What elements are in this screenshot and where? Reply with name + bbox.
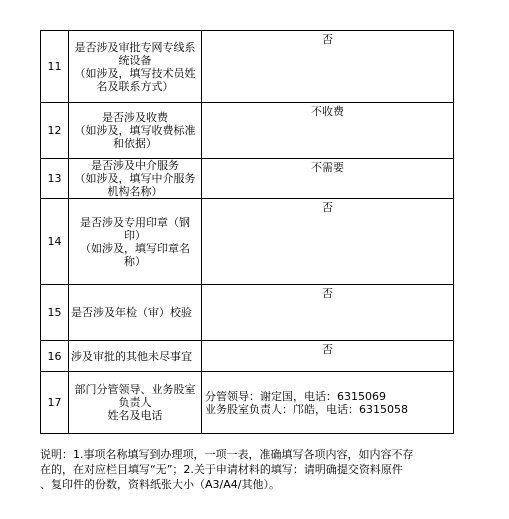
item-label [69, 372, 202, 434]
item-label-line: 统设备 [118, 53, 152, 67]
item-label-line: 负责人 [118, 396, 152, 409]
item-label [69, 341, 202, 372]
item-value [202, 103, 454, 159]
item-value-text: 不需要 [311, 161, 344, 174]
note-line: 、复印件的份数，资料纸张大小（A3/A4/其他）。 [40, 478, 280, 491]
table-row [41, 31, 454, 103]
item-label-line: 是否涉及专用印章（钢 [80, 215, 190, 229]
item-label-line: 和依据） [113, 137, 157, 150]
item-label-line: 称） [124, 254, 146, 268]
approval-info-table [40, 30, 454, 434]
item-label-line: 印） [124, 228, 146, 242]
table-row [41, 199, 454, 285]
item-label [69, 285, 202, 341]
item-label-line: 是否涉及审批专网专线系 [74, 40, 196, 54]
item-label [69, 159, 202, 199]
row-number: 15 [41, 285, 69, 341]
contact-info [202, 372, 454, 434]
item-value [202, 199, 454, 285]
row-number: 17 [41, 372, 69, 434]
item-label-line: 部门分管领导、业务股室 [74, 383, 196, 396]
item-label-line: 是否涉及收费 [102, 111, 168, 124]
note-line: 在的，在对应栏目填写“无”；2.关于申请材料的填写：请明确提交资料原件 [40, 463, 403, 476]
explanation-note [40, 447, 460, 492]
item-value [202, 31, 454, 103]
table-row [41, 159, 454, 199]
row-number: 13 [41, 159, 69, 199]
item-label-line: 名及联系方式） [96, 79, 174, 93]
item-value [202, 285, 454, 341]
row-number: 12 [41, 103, 69, 159]
leader-contact: 分管领导：谢定国，电话：6315069 [205, 389, 386, 403]
row-number: 16 [41, 341, 69, 372]
table-row [41, 372, 454, 434]
item-label-line: （如涉及，填写收费标准 [74, 124, 196, 137]
item-value-text: 否 [322, 33, 333, 46]
item-value-text: 不收费 [311, 105, 344, 118]
item-label [69, 199, 202, 285]
item-label-line: 机构名称） [107, 185, 163, 198]
item-value-text: 否 [322, 343, 333, 356]
item-label-line: 涉及审批的其他未尽事宜 [71, 349, 192, 363]
table-row [41, 103, 454, 159]
row-number: 11 [41, 31, 69, 103]
table-row [41, 285, 454, 341]
table-row [41, 341, 454, 372]
item-label [69, 31, 202, 103]
item-label-line: 是否涉及年检（审）校验 [71, 306, 192, 319]
item-value [202, 159, 454, 199]
item-value-text: 否 [322, 287, 333, 300]
row-number: 14 [41, 199, 69, 285]
item-label-line: （如涉及，填写中介服务 [74, 172, 196, 185]
item-label-line: 姓名及电话 [107, 409, 163, 422]
item-label-line: （如涉及，填写印章名 [80, 241, 190, 255]
item-label-line: （如涉及，填写技术员姓 [74, 66, 196, 80]
item-label [69, 103, 202, 159]
item-value [202, 341, 454, 372]
section-head-contact: 业务股室负责人：邝皓，电话：6315058 [205, 402, 408, 416]
item-value-text: 否 [322, 201, 333, 214]
item-label-line: 是否涉及中介服务 [91, 159, 179, 172]
note-line: 说明：1.事项名称填写到办理项，一项一表，准确填写各项内容，如内容不存 [40, 448, 414, 461]
